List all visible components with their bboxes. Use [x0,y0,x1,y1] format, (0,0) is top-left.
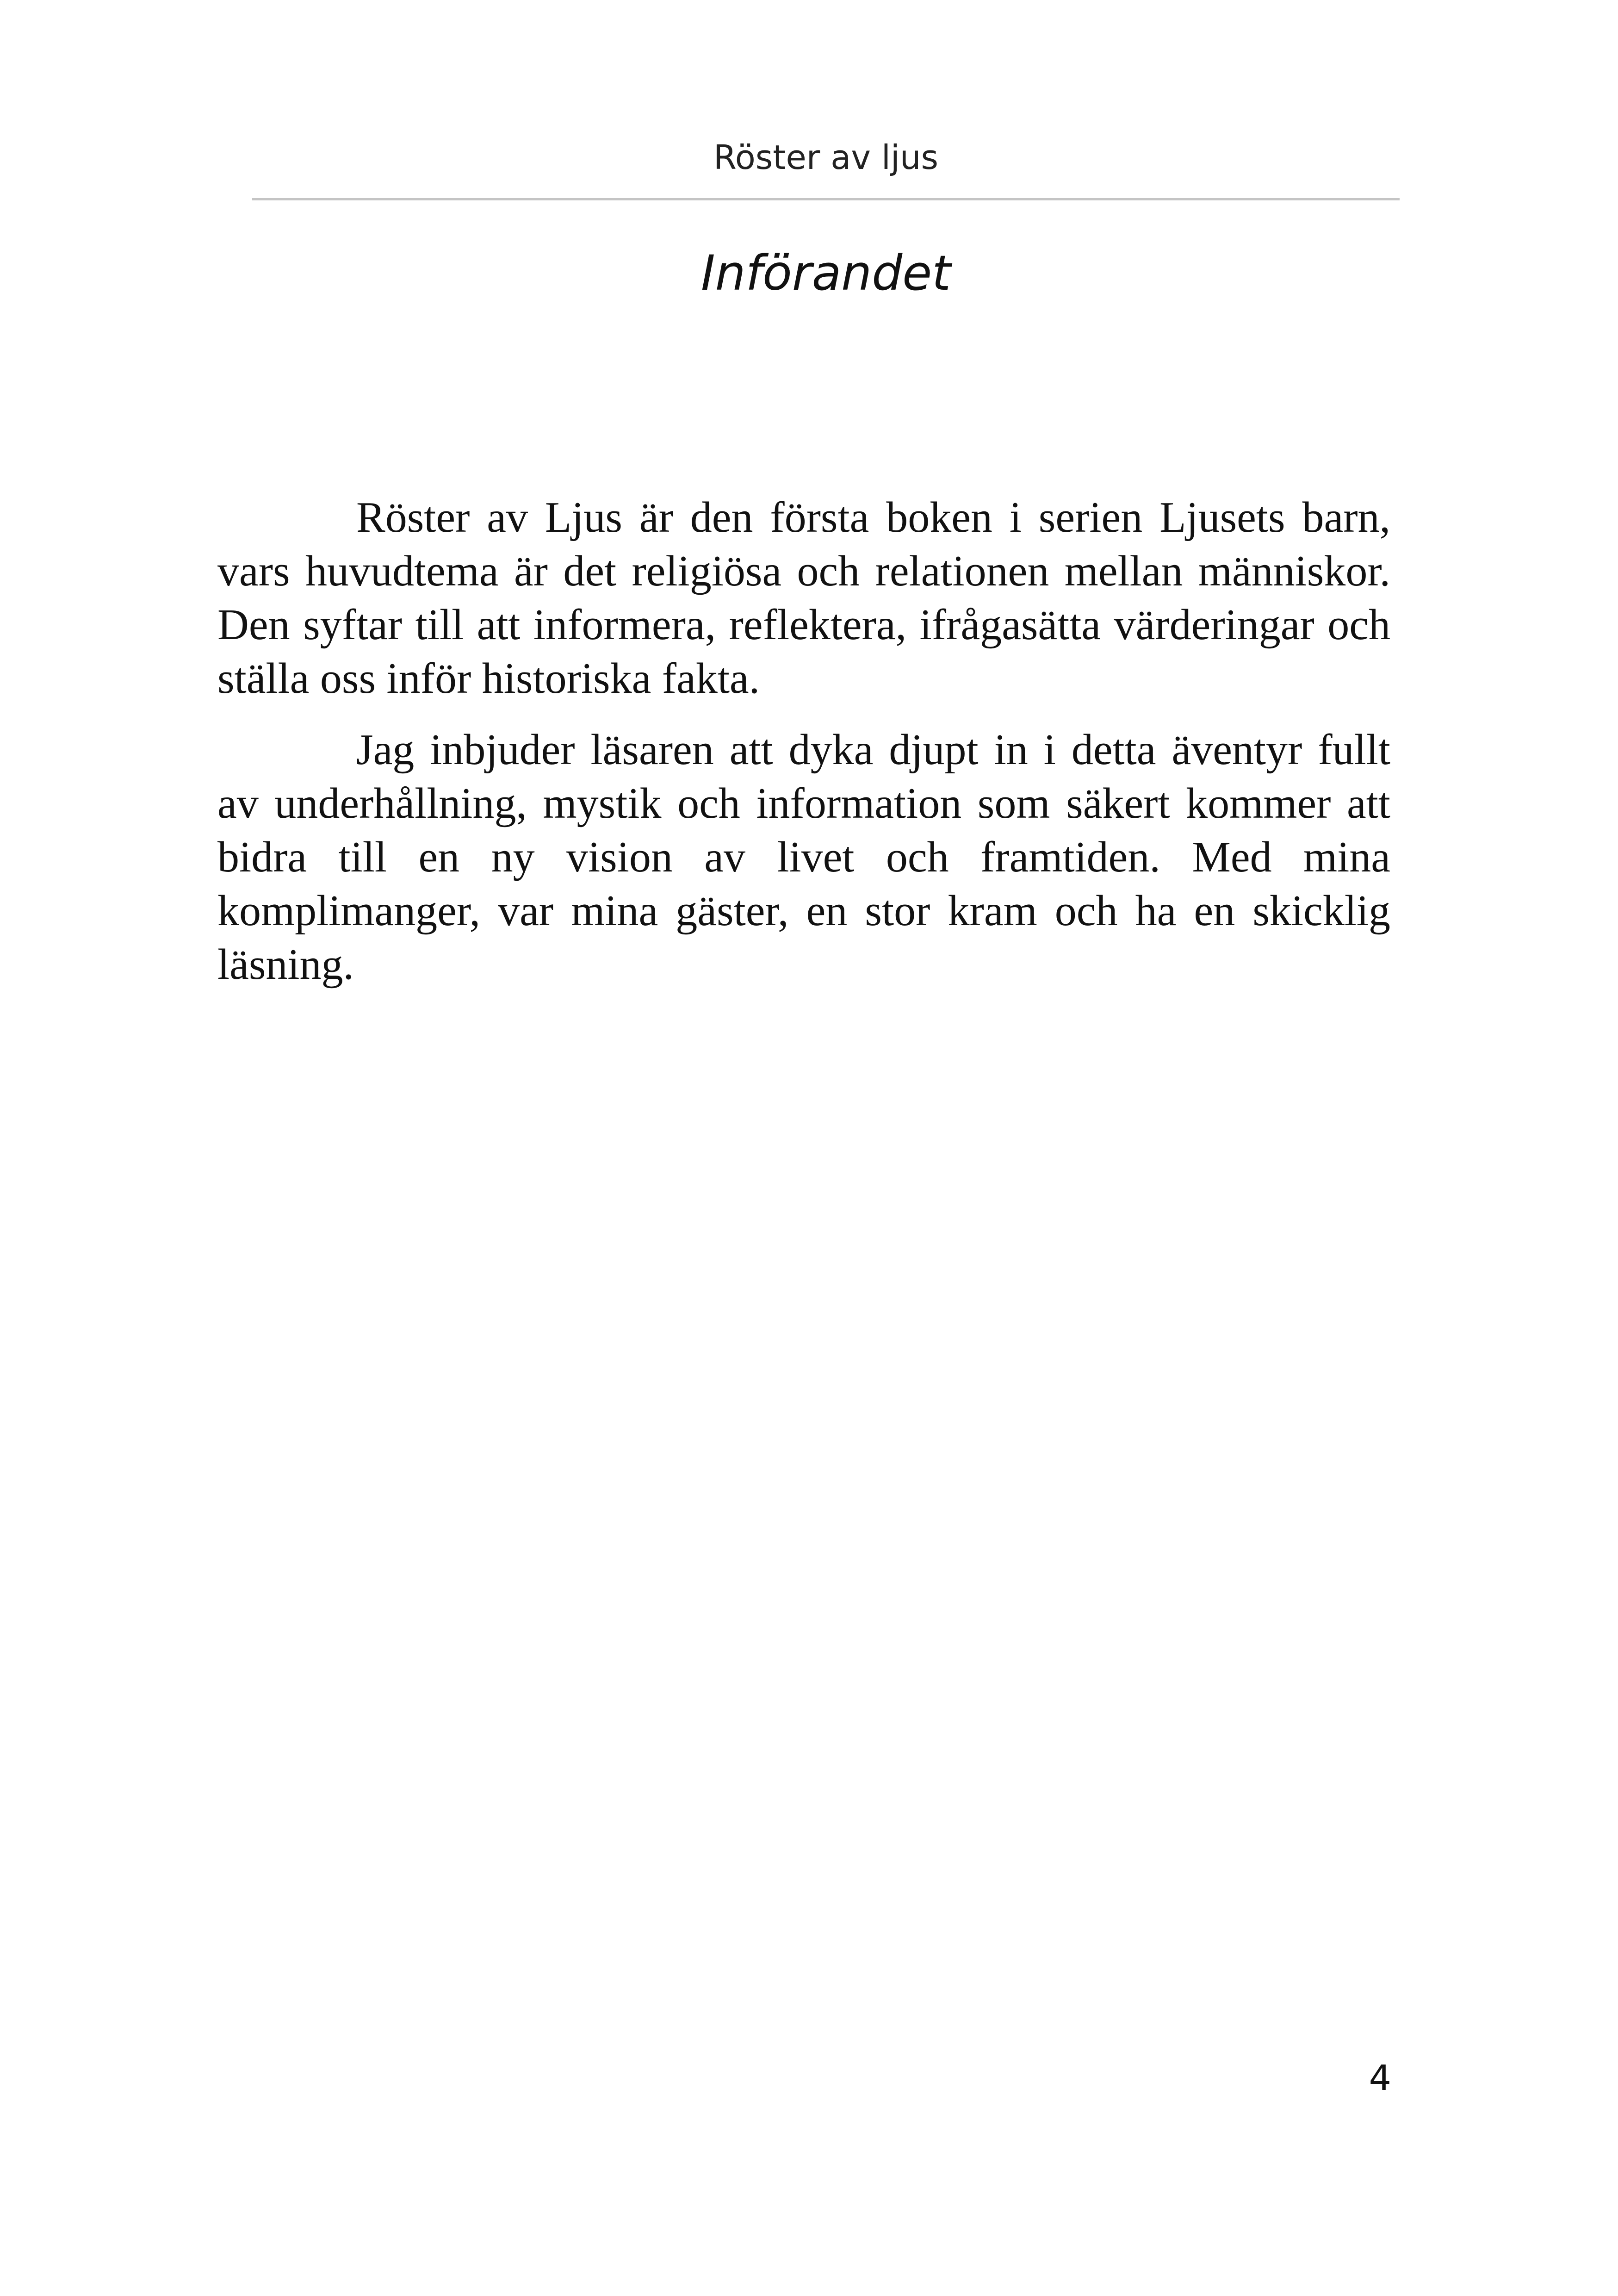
paragraph: Jag inbjuder läsaren att dyka djupt in i detta äventyr fullt av underhållning, mystik och information som säkert kommer att bidra till en ny vision av livet och framtiden. Med mina komplimanger, var mina gäster, en stor kram och ha en skicklig läsning. [217,726,1390,989]
header-divider [252,198,1400,200]
chapter-title: Införandet [701,245,951,301]
page-number: 4 [1369,2057,1391,2098]
paragraph: Röster av Ljus är den första boken i serien Ljusets barn, vars huvudtema är det religiösa och relationen mellan människor. Den syftar till att informera, reflektera, ifrågasätta värderingar och ställa oss inför historiska fakta. [217,493,1390,703]
running-header: Röster av ljus [713,138,939,177]
body-text [217,491,1390,1009]
